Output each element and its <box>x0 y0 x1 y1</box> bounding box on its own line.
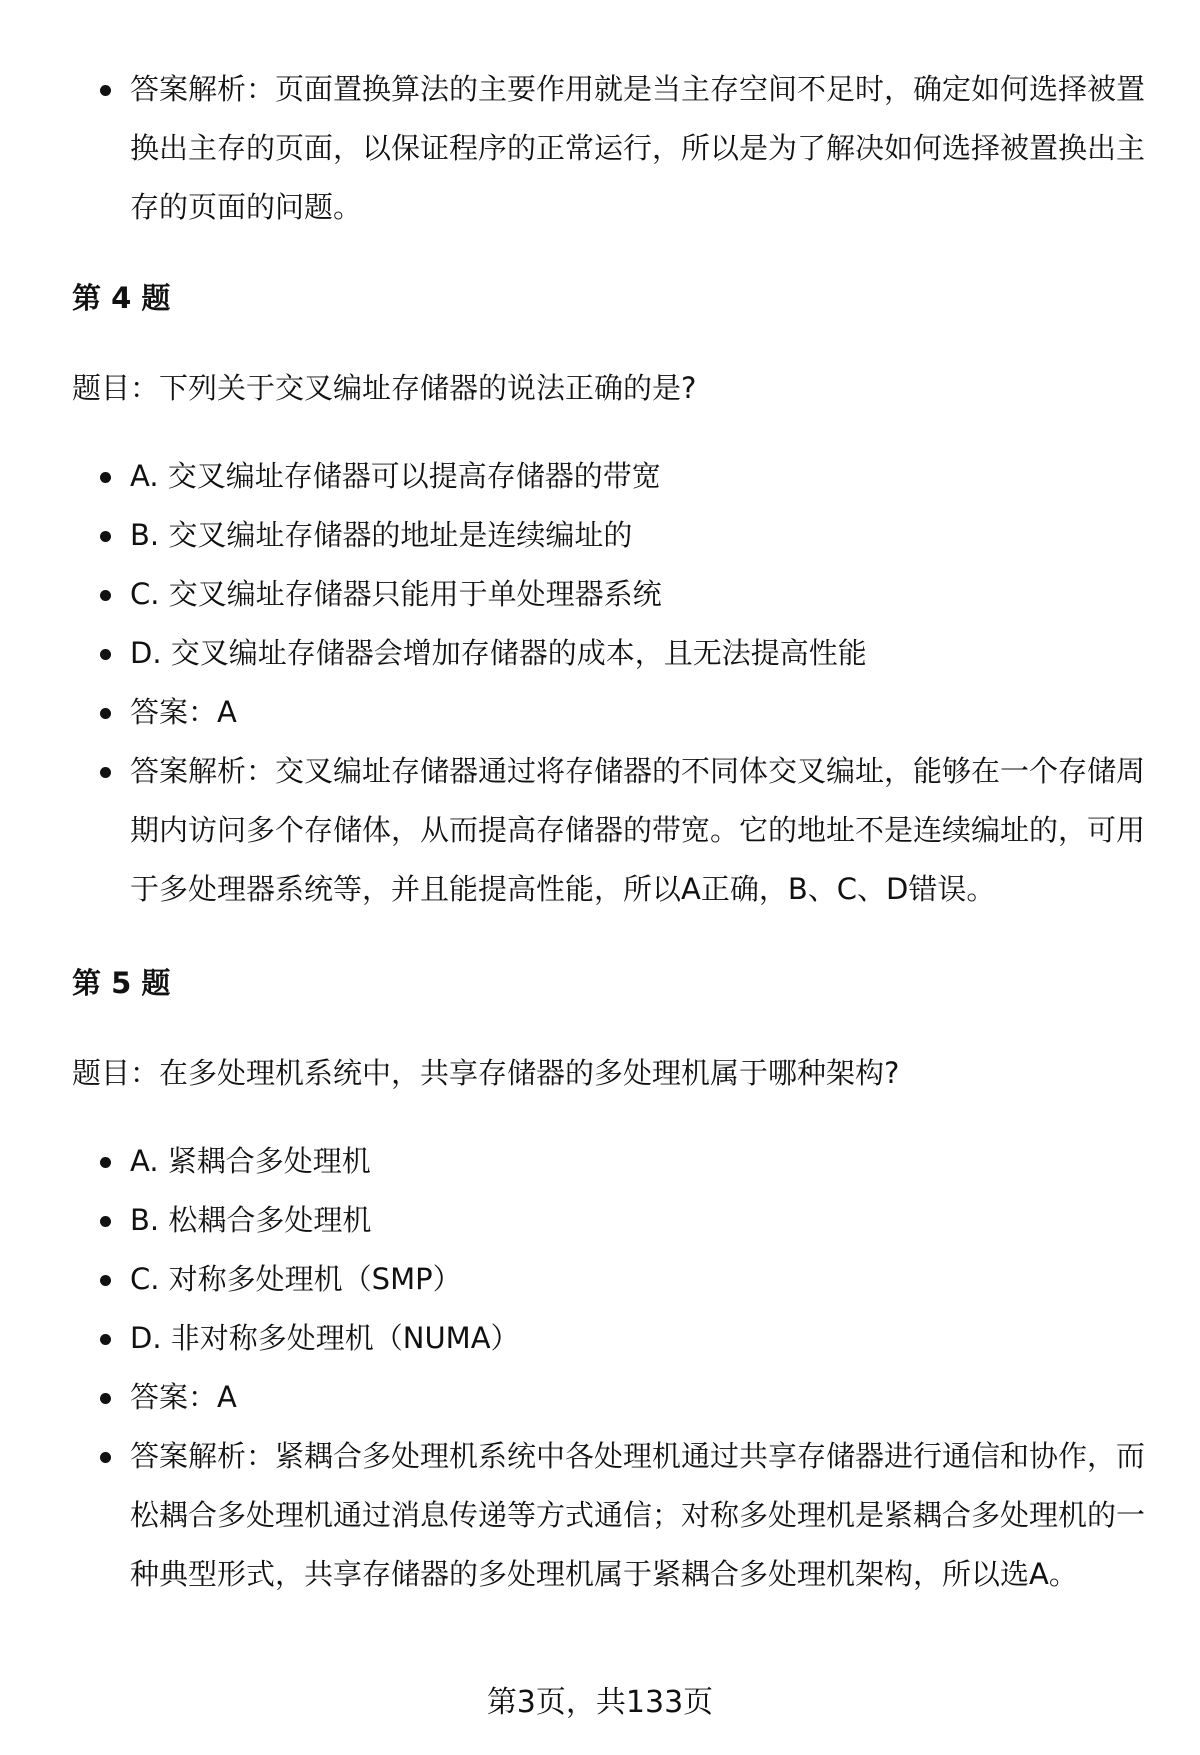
q5-explanation-text: 答案解析：紧耦合多处理机系统中各处理机通过共享存储器进行通信和协作，而松耦合多处理机通过消息传递等方式通信；对称多处理机是紧耦合多处理机的一种典型形式，共享存储器的多处理机属于紧耦合多处理机架构，所以选A。 <box>130 1439 1146 1591</box>
q4-option-b <box>96 506 1146 565</box>
bullet-icon <box>100 590 111 601</box>
q5-answer <box>96 1368 1146 1427</box>
q4-explanation <box>96 742 1146 919</box>
q5-option-b <box>96 1191 1146 1250</box>
q4-question: 题目：下列关于交叉编址存储器的说法正确的是? <box>72 371 697 405</box>
q5-option-d <box>96 1309 1146 1368</box>
q4-option-a <box>96 447 1146 506</box>
q4-option-b-text: B. 交叉编址存储器的地址是连续编址的 <box>130 518 633 552</box>
q4-options-list <box>96 447 1146 919</box>
q4-option-a-text: A. 交叉编址存储器可以提高存储器的带宽 <box>130 459 661 493</box>
q5-options-list <box>96 1132 1146 1604</box>
q3-explanation-text: 答案解析：页面置换算法的主要作用就是当主存空间不足时，确定如何选择被置换出主存的页面，以保证程序的正常运行，所以是为了解决如何选择被置换出主存的页面的问题。 <box>130 72 1146 224</box>
q4-option-d-text: D. 交叉编址存储器会增加存储器的成本，且无法提高性能 <box>130 636 867 670</box>
q5-option-a <box>96 1132 1146 1191</box>
q5-heading: 第 5 题 <box>72 966 171 1000</box>
q5-explanation <box>96 1427 1146 1604</box>
q4-option-d <box>96 624 1146 683</box>
bullet-icon <box>100 1334 111 1345</box>
bullet-icon <box>100 1452 111 1463</box>
q3-list <box>96 60 1146 237</box>
q4-answer-text: 答案：A <box>130 695 237 729</box>
q5-option-c <box>96 1250 1146 1309</box>
q5-option-b-text: B. 松耦合多处理机 <box>130 1203 372 1237</box>
q4-explanation-text: 答案解析：交叉编址存储器通过将存储器的不同体交叉编址，能够在一个存储周期内访问多个存储体，从而提高存储器的带宽。它的地址不是连续编址的，可用于多处理器系统等，并且能提高性能，所以A正确，B、C、D错误。 <box>130 754 1146 906</box>
q3-explanation <box>96 60 1146 237</box>
bullet-icon <box>100 1216 111 1227</box>
bullet-icon <box>100 85 111 96</box>
q5-answer-text: 答案：A <box>130 1380 237 1414</box>
bullet-icon <box>100 1275 111 1286</box>
q5-option-a-text: A. 紧耦合多处理机 <box>130 1144 371 1178</box>
bullet-icon <box>100 531 111 542</box>
q4-option-c-text: C. 交叉编址存储器只能用于单处理器系统 <box>130 577 662 611</box>
q5-question: 题目：在多处理机系统中，共享存储器的多处理机属于哪种架构? <box>72 1056 900 1090</box>
q5-option-d-text: D. 非对称多处理机（NUMA） <box>130 1321 520 1355</box>
q4-option-c <box>96 565 1146 624</box>
q4-answer <box>96 683 1146 742</box>
q4-heading: 第 4 题 <box>72 281 171 315</box>
bullet-icon <box>100 472 111 483</box>
bullet-icon <box>100 708 111 719</box>
q5-option-c-text: C. 对称多处理机（SMP） <box>130 1262 462 1296</box>
bullet-icon <box>100 649 111 660</box>
bullet-icon <box>100 767 111 778</box>
bullet-icon <box>100 1393 111 1404</box>
bullet-icon <box>100 1157 111 1168</box>
page-number: 第3页，共133页 <box>486 1685 714 1720</box>
